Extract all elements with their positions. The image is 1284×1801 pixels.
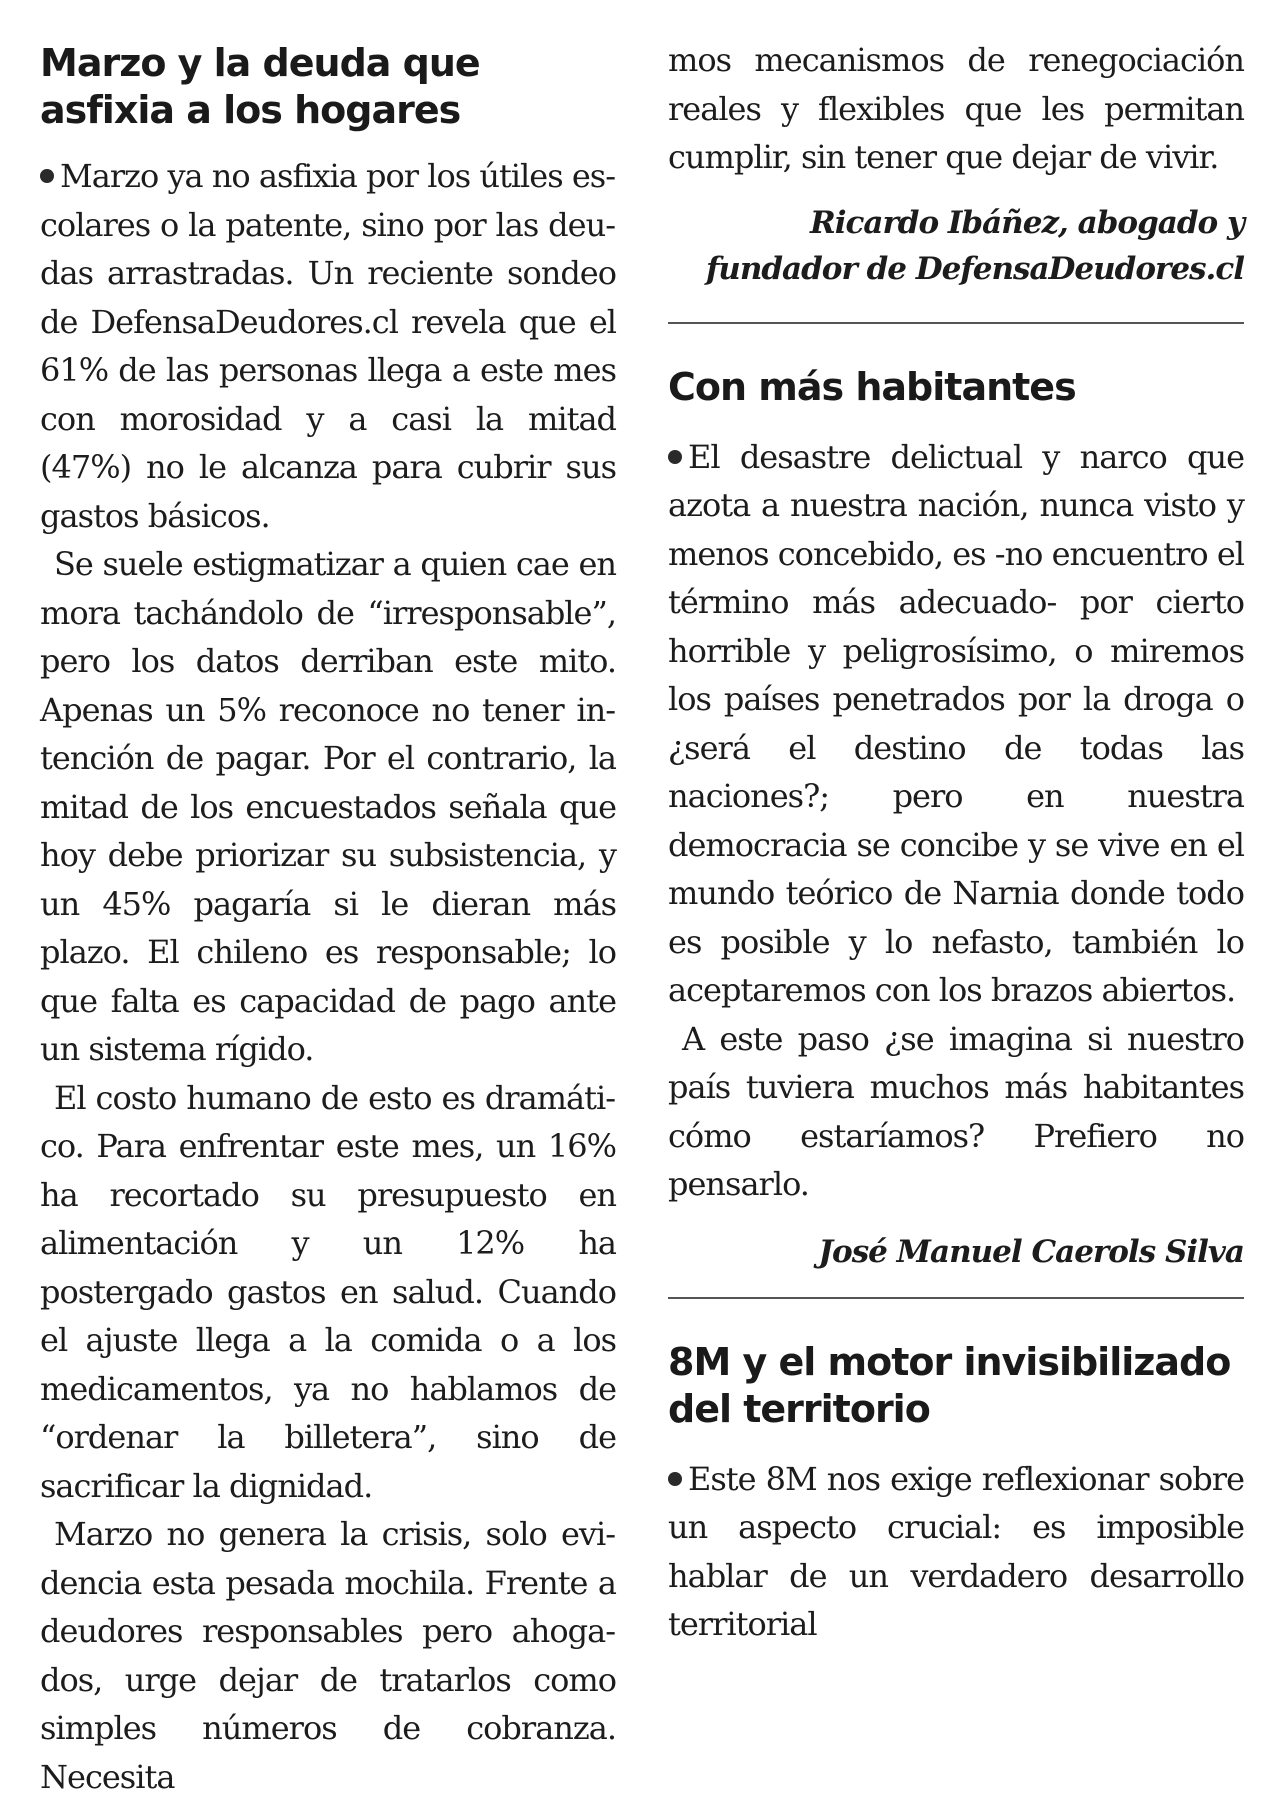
article-paragraph: El costo humano de esto es dramático. Para enfrentar este mes, un 16% ha recortado su presupuesto en alimentación y un 12% ha postergado gastos en salud. Cuando el ajuste llega a la comida o a los medicamentos, ya no hablamos de “ordenar la billetera”, sino de sacrificar la dignidad. <box>40 1078 616 1505</box>
bullet-icon <box>668 450 682 464</box>
article-paragraph: Se suele estigmatizar a quien cae en mora tachándolo de “irresponsable”, pero los datos derriban este mito. Apenas un 5% reconoce no tener intención de pagar. Por el contrario, la mitad de los encuestados señala que hoy debe priorizar su subsistencia, y un 45% pagaría si le dieran más plazo. El chileno es responsable; lo que falta es capacidad de pago ante un sistema rígido. <box>40 545 616 1068</box>
letter-paragraph <box>668 1455 1244 1649</box>
letter-paragraph-text: El desastre delictual y narco que azota a nuestra nación, nunca visto y menos concebido, es -no encuentro el término más adecuado- por cierto horrible y peligrosísimo, o miremos los países penetrados por la droga o ¿será el destino de todas las naciones?; pero en nuestra democracia se concibe y se vive en el mundo teórico de Narnia donde todo es posible y lo nefasto, también lo aceptaremos con los brazos abiertos. <box>668 437 1244 1009</box>
article-continuation: mos mecanismos de renegociación reales y flexibles que les permitan cumplir, sin tener que dejar de vivir. <box>668 41 1244 176</box>
letter-paragraph: A este paso ¿se imagina si nuestro país tuviera muchos más habitantes cómo estaríamos? Prefiero no pensarlo. <box>668 1019 1244 1203</box>
right-column <box>668 40 1244 1649</box>
headline-8m-motor: 8M y el motor invisibilizado del territorio <box>668 1339 1231 1431</box>
author-signature: José Manuel Caerols Silva <box>818 1233 1244 1270</box>
bullet-icon <box>40 169 54 183</box>
article-paragraph <box>40 152 616 540</box>
left-column <box>40 40 616 1801</box>
author-signature-line: Ricardo Ibáñez, abogado y <box>809 204 1244 241</box>
letter-paragraph <box>668 433 1244 1015</box>
letter-paragraph-text: Este 8M nos exige reflexionar sobre un aspecto crucial: es imposible hablar de un verdadero desarrollo territorial <box>668 1459 1244 1643</box>
article-paragraph: Marzo no genera la crisis, solo evidencia esta pesada mochila. Frente a deudores responsables pero ahogados, urge dejar de tratarlos como simples números de cobranza. Necesita <box>40 1515 616 1796</box>
article-paragraph-text: Marzo ya no asfixia por los útiles escolares o la patente, sino por las deudas arrastradas. Un reciente sondeo de DefensaDeudores.cl revela que el 61% de las personas llega a este mes con morosidad y a casi la mitad (47%) no le alcanza para cubrir sus gastos básicos. <box>40 157 616 535</box>
bullet-icon <box>668 1472 682 1486</box>
author-signature-line: fundador de DefensaDeudores.cl <box>705 250 1244 287</box>
headline-marzo-deuda: Marzo y la deuda que asfixia a los hogares <box>40 41 480 132</box>
headline-con-mas-habitantes: Con más habitantes <box>668 364 1076 409</box>
